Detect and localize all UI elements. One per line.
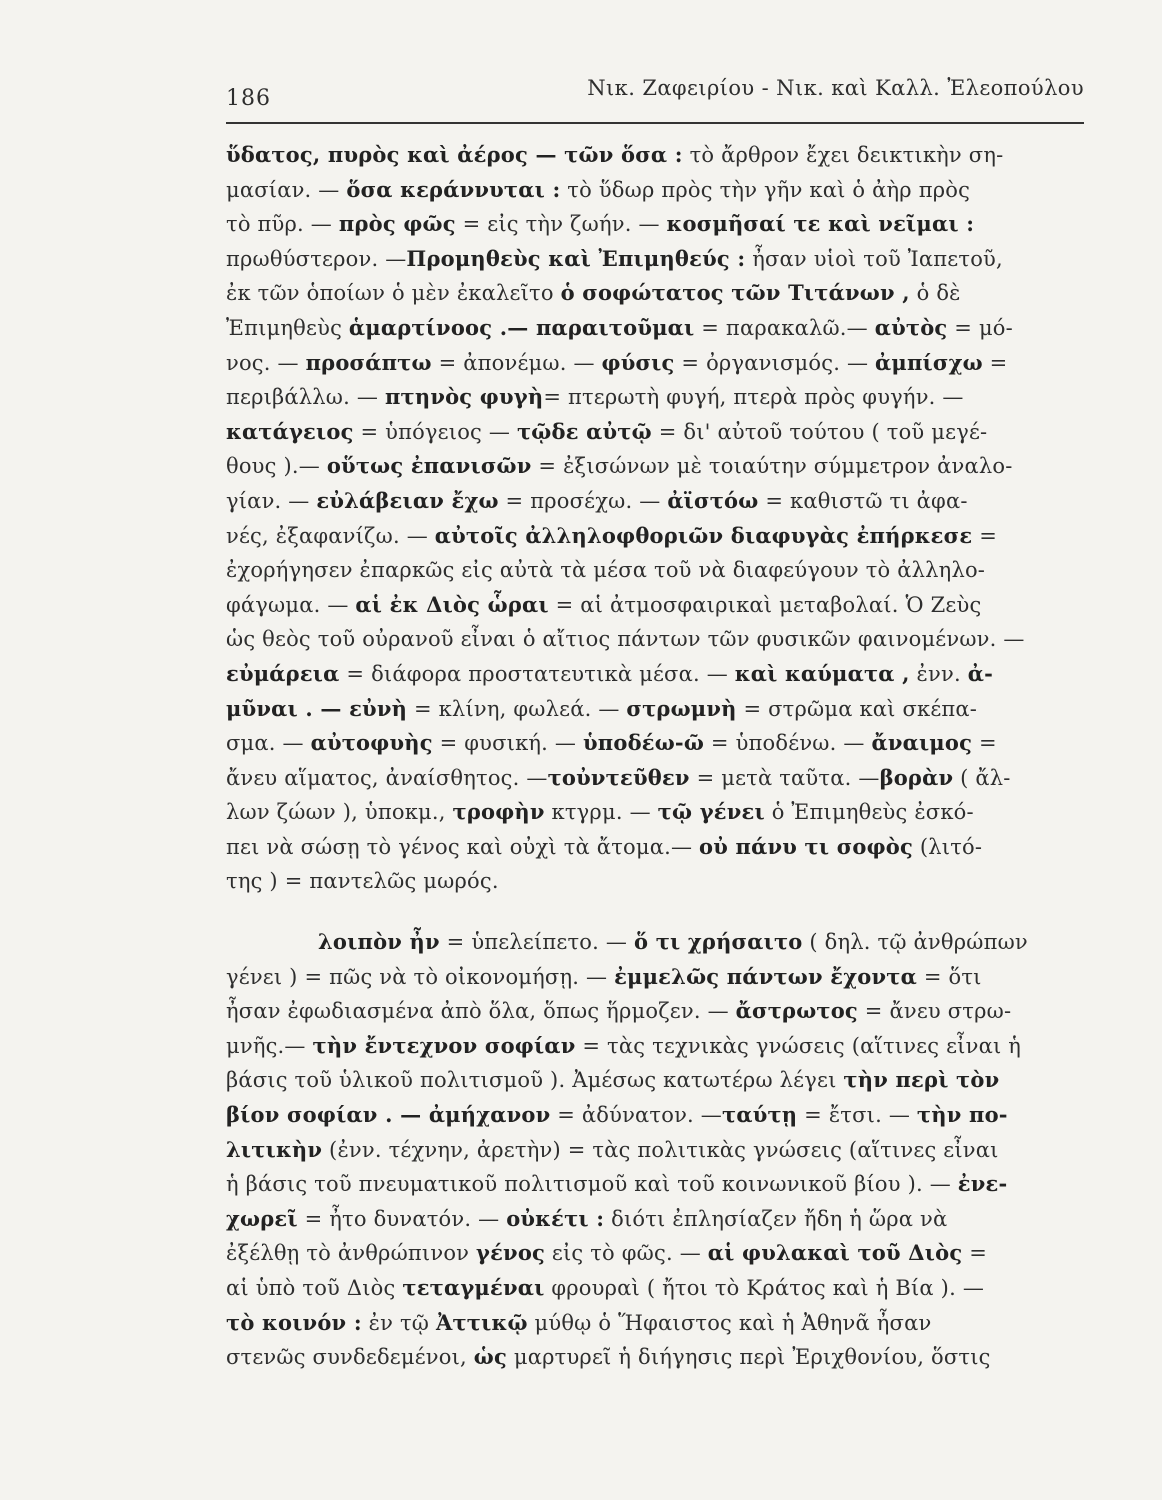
lemma-term: κοσμῆσαί τε καὶ νεῖμαι : — [666, 211, 975, 237]
text-line — [226, 588, 1084, 623]
lemma-term: τῷ γένει — [657, 799, 765, 825]
gloss-text: ἐνν. — [909, 661, 968, 686]
text-line — [226, 415, 1084, 450]
lemma-term: φύσις — [601, 349, 675, 375]
gloss-text: νές, ἐξαφανίζω. — — [226, 523, 435, 548]
text-line — [226, 1133, 1084, 1168]
gloss-text: ἐκ τῶν ὁποίων ὁ μὲν ἐκαλεῖτο — [226, 281, 561, 306]
gloss-text: γένει ) = πῶς νὰ τὸ οἰκονομήσῃ. — — [226, 964, 615, 989]
lemma-term: χωρεῖ — [226, 1205, 298, 1231]
gloss-text: = φυσική. — — [432, 731, 584, 756]
gloss-text: ( δηλ. τῷ ἀνθρώπων — [802, 930, 1028, 955]
text-line — [226, 795, 1084, 830]
lemma-term: βορὰν — [879, 764, 954, 790]
lemma-term: τροφὴν — [452, 799, 545, 825]
gloss-text: φάγωμα. — — [226, 592, 356, 617]
gloss-text: = δι' αὐτοῦ τούτου ( τοῦ μεγέ- — [651, 419, 988, 444]
page-header — [226, 72, 1084, 120]
lemma-term: εὐλάβειαν ἔχω — [316, 487, 499, 513]
gloss-text: μύθῳ ὁ Ἥφαιστος καὶ ἡ Ἀθηνᾶ ἦσαν — [527, 1310, 932, 1335]
gloss-text: = — [962, 1241, 987, 1266]
text-line — [226, 1271, 1084, 1306]
gloss-text: νος. — — [226, 350, 306, 375]
gloss-text: θους ).— — [226, 454, 327, 479]
gloss-text: φρουραὶ ( ἤτοι τὸ Κράτος καὶ ἡ Βία ). — — [544, 1276, 985, 1300]
text-line — [226, 1167, 1084, 1202]
gloss-text: σμα. — — [226, 731, 311, 756]
gloss-text: = αἱ ἀτμοσφαιρικαὶ μεταβολαί. Ὁ Ζεὺς — [548, 592, 982, 617]
text-line — [226, 864, 1084, 899]
paragraph — [226, 138, 1084, 899]
text-line — [226, 692, 1084, 727]
lemma-term: ὅ τι χρήσαιτο — [633, 929, 803, 955]
text-line — [226, 994, 1084, 1029]
lemma-term: εὐμάρεια — [226, 660, 340, 686]
gloss-text: = τὰς τεχνικὰς γνώσεις (αἵτινες εἶναι ἡ — [575, 1033, 1022, 1058]
lemma-term: τῷδε αὐτῷ — [516, 418, 652, 444]
lemma-term: λοιπὸν ἦν — [318, 929, 440, 955]
lemma-term: λιτικὴν — [226, 1136, 323, 1162]
text-line — [226, 242, 1084, 277]
text-line — [226, 1029, 1084, 1064]
lemma-term: γένος — [476, 1240, 546, 1266]
text-line — [226, 960, 1084, 995]
lemma-term: ὑποδέω-ῶ — [583, 730, 705, 756]
lemma-term: τὴν ἔντεχνον σοφίαν — [312, 1032, 576, 1058]
lemma-term: ἁμαρτίνοος .— παραιτοῦμαι — [348, 314, 695, 340]
gloss-text: = — [972, 523, 997, 548]
gloss-text: διότι ἐπλησίαζεν ἤδη ἡ ὥρα νὰ — [604, 1206, 948, 1231]
text-line — [226, 1236, 1084, 1271]
lemma-term: οὕτως ἐπανισῶν — [326, 453, 532, 479]
text-line — [226, 380, 1084, 415]
text-line — [226, 925, 1084, 960]
paragraph-gap — [226, 899, 1084, 925]
gloss-text: τὸ ὕδωρ πρὸς τὴν γῆν καὶ ὁ ἀὴρ πρὸς — [560, 177, 971, 202]
text-line — [226, 484, 1084, 519]
lemma-term: ἀμπίσχω — [875, 349, 983, 375]
text-line — [226, 830, 1084, 865]
text-line — [226, 449, 1084, 484]
gloss-text: (λιτό- — [913, 834, 983, 859]
gloss-text: ἡ βάσις τοῦ πνευματικοῦ πολιτισμοῦ καὶ τοῦ κοινωνικοῦ βίου ). — — [226, 1172, 958, 1197]
gloss-text: = καθιστῶ τι ἀφα- — [758, 488, 968, 513]
lemma-term: ἐνε- — [957, 1171, 1008, 1197]
running-head: Νικ. Ζαφειρίου - Νικ. καὶ Καλλ. Ἐλεοπούλου — [587, 76, 1084, 100]
gloss-text: = κλίνη, φωλεά. — — [407, 696, 627, 721]
commentary-text — [226, 138, 1084, 1375]
lemma-term: πρὸς φῶς — [338, 211, 456, 237]
text-line — [226, 1098, 1084, 1133]
gloss-text: στενῶς συνδεδεμένοι, — [226, 1345, 474, 1370]
lemma-term: αἱ ἐκ Διὸς ὧραι — [355, 591, 549, 617]
lemma-term: ὕδατος, πυρὸς καὶ ἀέρος — τῶν ὅσα : — [226, 142, 683, 167]
gloss-text: ἦσαν ἐφωδιασμένα ἀπὸ ὅλα, ὅπως ἥρμοζεν. — — [226, 999, 736, 1024]
lemma-term: αὐτὸς — [874, 314, 948, 340]
gloss-text: (ἐνν. τέχνην, ἀρετὴν) = τὰς πολιτικὰς γνώσεις (αἵτινες εἶναι — [322, 1137, 999, 1162]
gloss-text: = διάφορα προστατευτικὰ μέσα. — — [339, 661, 735, 686]
lemma-term: τοὐντεῦθεν — [547, 764, 690, 790]
text-line — [226, 1340, 1084, 1375]
paragraph — [226, 925, 1084, 1375]
lemma-term: καὶ καύματα , — [734, 660, 910, 686]
lemma-term: στρωμνὴ — [626, 695, 737, 721]
lemma-term: οὐ πάνυ τι σοφὸς — [699, 833, 913, 859]
lemma-term: ταύτῃ — [722, 1102, 798, 1128]
gloss-text: = ὑπόγειος — — [353, 419, 517, 444]
text-line — [226, 346, 1084, 381]
text-line — [226, 311, 1084, 346]
text-line — [226, 276, 1084, 311]
gloss-text: λων ζώων ), ὑποκμ., — [226, 800, 453, 825]
lemma-term: μῦναι . — εὐνὴ — [226, 695, 408, 721]
lemma-term: ὡς — [473, 1344, 507, 1370]
text-line — [226, 622, 1084, 657]
gloss-text: ( ἄλ- — [953, 765, 1011, 790]
gloss-text: μνῆς.— — [226, 1033, 313, 1058]
gloss-text: ὁ δὲ — [909, 281, 961, 306]
lemma-term: τεταγμέναι — [402, 1275, 545, 1300]
gloss-text: Ἐπιμηθεὺς — [226, 315, 349, 340]
text-line — [226, 1202, 1084, 1237]
gloss-text: ὡς θεὸς τοῦ οὐρανοῦ εἶναι ὁ αἴτιος πάντων τῶν φυσικῶν φαινομένων. — — [226, 627, 1025, 652]
lemma-term: προσάπτω — [305, 349, 432, 375]
lemma-term: βίον σοφίαν . — ἀμήχανον — [226, 1102, 551, 1128]
gloss-text: εἰς τὸ φῶς. — — [545, 1241, 708, 1266]
text-line — [226, 519, 1084, 554]
gloss-text: βάσις τοῦ ὑλικοῦ πολιτισμοῦ ). Ἀμέσως κατωτέρω λέγει — [226, 1068, 844, 1093]
gloss-text: = ἀπονέμω. — — [431, 350, 602, 375]
text-line — [226, 553, 1084, 588]
lemma-term: τὸ κοινόν : — [226, 1309, 362, 1335]
text-line — [226, 761, 1084, 796]
gloss-text: αἱ ὑπὸ τοῦ Διὸς — [226, 1276, 403, 1300]
lemma-term: αὐτοφυὴς — [310, 730, 433, 756]
gloss-text: ἐν τῷ — [361, 1310, 436, 1335]
text-line — [226, 1306, 1084, 1341]
gloss-text: τὸ ἄρθρον ἔχει δεικτικὴν ση- — [682, 143, 1004, 167]
lemma-term: ἄναιμος — [871, 730, 973, 756]
gloss-text: μασίαν. — — [226, 177, 347, 202]
lemma-term: οὐκέτι : — [506, 1205, 605, 1231]
lemma-term: ἐμμελῶς πάντων ἔχοντα — [614, 963, 917, 989]
gloss-text: ἐξέλθῃ τὸ ἀνθρώπινον — [226, 1241, 477, 1266]
gloss-text: = ὅτι — [916, 964, 982, 989]
gloss-text: της ) = παντελῶς μωρός. — [226, 869, 499, 894]
gloss-text: = ἦτο δυνατόν. — — [297, 1206, 507, 1231]
text-line — [226, 1063, 1084, 1098]
header-rule — [226, 122, 1084, 124]
lemma-term: ἄστρωτος — [735, 998, 858, 1024]
lemma-term: κατάγειος — [226, 418, 354, 444]
lemma-term: ὅσα κεράννυται : — [346, 176, 561, 202]
gloss-text: = μό- — [947, 315, 1013, 340]
gloss-text: = στρῶμα καὶ σκέπα- — [736, 696, 978, 721]
gloss-text: = — [982, 350, 1008, 375]
gloss-text: = εἰς τὴν ζωήν. — — [455, 212, 667, 237]
gloss-text: = ἀδύνατον. — — [550, 1103, 723, 1128]
text-line — [226, 726, 1084, 761]
gloss-text: = — [972, 731, 997, 756]
gloss-text: πρωθύστερον. — — [226, 246, 407, 271]
gloss-text: = ὑπελείπετο. — — [439, 930, 634, 955]
gloss-text: γίαν. — — [226, 488, 317, 513]
gloss-text: = ὑποδένω. — — [704, 731, 872, 756]
lemma-term: τὴν περὶ τὸν — [843, 1067, 1000, 1093]
page-number: 186 — [226, 86, 271, 111]
gloss-text: = ὀργανισμός. — — [674, 350, 876, 375]
gloss-text: μαρτυρεῖ ἡ διήγησις περὶ Ἐριχθονίου, ὅστις — [506, 1345, 991, 1370]
gloss-text: πει νὰ σώσῃ τὸ γένος καὶ οὐχὶ τὰ ἄτομα.— — [226, 834, 700, 859]
lemma-term: Ἀττικῷ — [435, 1309, 528, 1335]
gloss-text: ἄνευ αἵματος, ἀναίσθητος. — — [226, 765, 548, 790]
gloss-text: = πτερωτὴ φυγή, πτερὰ πρὸς φυγήν. — — [543, 385, 964, 410]
gloss-text: = παρακαλῶ.— — [694, 315, 875, 340]
gloss-text: ἦσαν υἱοὶ τοῦ Ἰαπετοῦ, — [745, 246, 1003, 271]
lemma-term: ἀ- — [967, 660, 993, 686]
gloss-text: = ἔτσι. — — [797, 1103, 917, 1128]
text-line — [226, 173, 1084, 208]
lemma-term: αὐτοῖς ἀλληλοφθοριῶν διαφυγὰς ἐπήρκεσε — [434, 522, 973, 548]
gloss-text: περιβάλλω. — — [226, 385, 385, 410]
gloss-text: = ἐξισώνων μὲ τοιαύτην σύμμετρον ἀναλο- — [531, 454, 1013, 479]
gloss-text: = προσέχω. — — [498, 488, 668, 513]
gloss-text: ἐχορήγησεν ἐπαρκῶς εἰς αὐτὰ τὰ μέσα τοῦ νὰ διαφεύγουν τὸ ἀλληλο- — [226, 558, 986, 583]
gloss-text: τὸ πῦρ. — — [226, 212, 339, 237]
gloss-text: κτγρμ. — — [544, 800, 658, 825]
gloss-text: = μετὰ ταῦτα. — — [689, 765, 880, 790]
text-line — [226, 138, 1084, 173]
text-line — [226, 657, 1084, 692]
lemma-term: Προμηθεὺς καὶ Ἐπιμηθεύς : — [406, 245, 746, 271]
gloss-text: ὁ Ἐπιμηθεὺς ἐσκό- — [764, 800, 974, 825]
text-line — [226, 207, 1084, 242]
lemma-term: αἱ φυλακαὶ τοῦ Διὸς — [707, 1240, 963, 1266]
lemma-term: ὁ σοφώτατος τῶν Τιτάνων , — [560, 280, 910, 306]
lemma-term: ἀϊστόω — [667, 487, 759, 513]
lemma-term: τὴν πο- — [916, 1102, 1008, 1128]
lemma-term: πτηνὸς φυγὴ — [384, 384, 544, 410]
gloss-text: = ἄνευ στρω- — [857, 999, 1012, 1024]
